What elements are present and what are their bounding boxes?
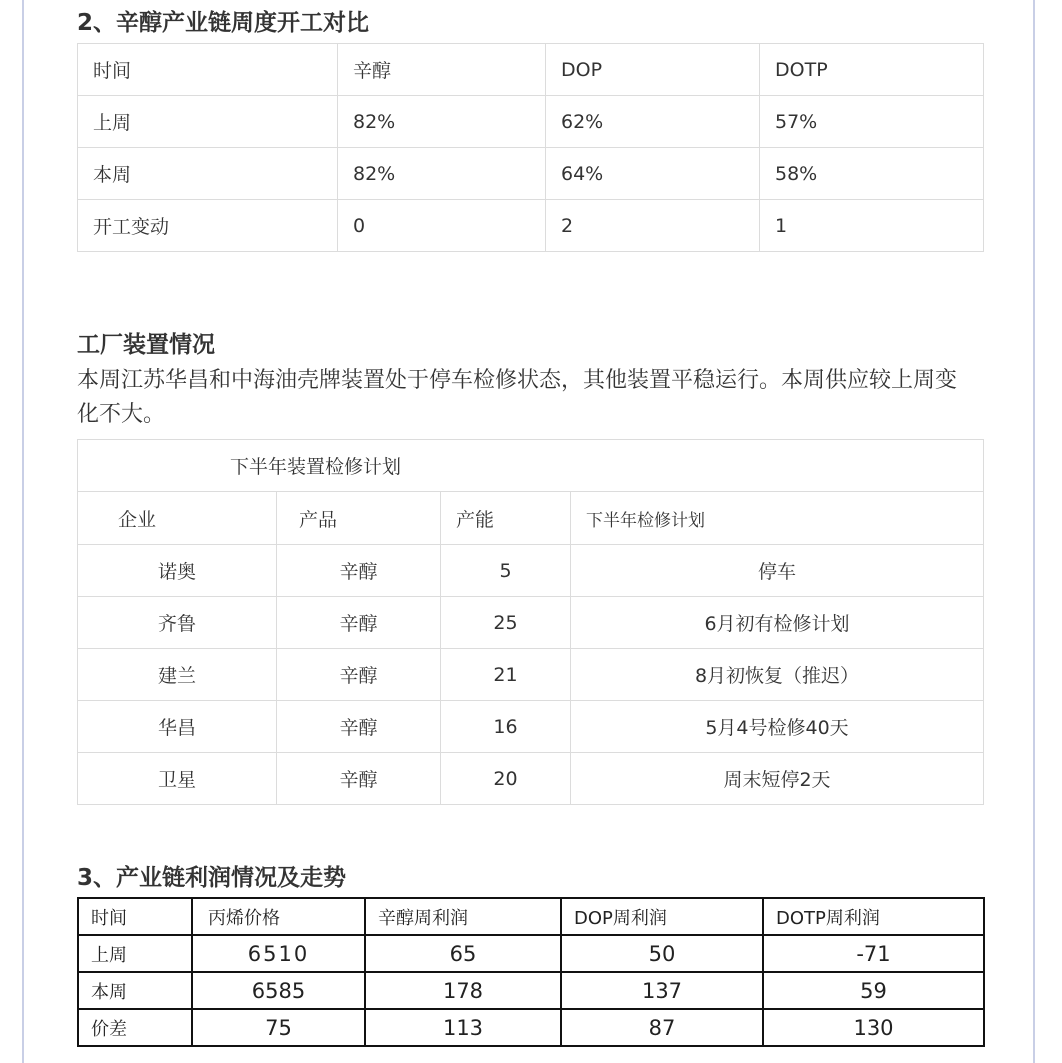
table-cell: 5 xyxy=(441,545,571,597)
table-cell: 82% xyxy=(338,148,546,200)
table-row xyxy=(78,935,984,972)
table-cell: 卫星 xyxy=(78,753,277,805)
table-cell: 周末短停2天 xyxy=(571,753,984,805)
table-cell: 上周 xyxy=(78,935,192,972)
header-cell: 下半年检修计划 xyxy=(571,492,984,545)
table-row xyxy=(78,898,984,935)
table-cell: 华昌 xyxy=(78,701,277,753)
table-cell: 6月初有检修计划 xyxy=(571,597,984,649)
table-cell: 75 xyxy=(192,1009,365,1046)
table-row xyxy=(78,1009,984,1046)
header-cell: 时间 xyxy=(78,898,192,935)
section3-title: 3、产业链利润情况及走势 xyxy=(77,865,347,891)
table-cell: 辛醇 xyxy=(277,649,441,701)
table-cell: -71 xyxy=(763,935,984,972)
table-cell: 178 xyxy=(365,972,561,1009)
table-cell: 停车 xyxy=(571,545,984,597)
table-cell: 20 xyxy=(441,753,571,805)
table-cell: 辛醇 xyxy=(277,753,441,805)
header-cell: 时间 xyxy=(78,44,338,96)
header-cell: 辛醇周利润 xyxy=(365,898,561,935)
table-cell: 6510 xyxy=(192,935,365,972)
left-border-rail xyxy=(22,0,24,1063)
table-row xyxy=(78,492,984,545)
table-row xyxy=(78,753,984,805)
table-cell: 137 xyxy=(561,972,763,1009)
header-cell: 产能 xyxy=(441,492,571,545)
table-cell: 16 xyxy=(441,701,571,753)
table-cell: 130 xyxy=(763,1009,984,1046)
header-cell: DOTP周利润 xyxy=(763,898,984,935)
factory-paragraph: 本周江苏华昌和中海油壳牌装置处于停车检修状态，其他装置平稳运行。本周供应较上周变化不大。 xyxy=(77,368,958,427)
table-cell: 上周 xyxy=(78,96,338,148)
table-row xyxy=(78,649,984,701)
table-cell: 57% xyxy=(760,96,984,148)
table-cell: 25 xyxy=(441,597,571,649)
table-cell: 64% xyxy=(546,148,760,200)
table-cell: 6585 xyxy=(192,972,365,1009)
header-cell: 丙烯价格 xyxy=(192,898,365,935)
table-row xyxy=(78,440,984,492)
table-cell: 价差 xyxy=(78,1009,192,1046)
table-cell: 58% xyxy=(760,148,984,200)
table-row xyxy=(78,44,984,96)
table-row xyxy=(78,701,984,753)
operating-rate-table xyxy=(77,43,984,252)
table-cell: 辛醇 xyxy=(277,597,441,649)
section2-title: 2、辛醇产业链周度开工对比 xyxy=(77,10,370,36)
table-cell: 50 xyxy=(561,935,763,972)
header-cell: 企业 xyxy=(78,492,277,545)
table-cell: 建兰 xyxy=(78,649,277,701)
header-cell: DOP xyxy=(546,44,760,96)
table-cell: 本周 xyxy=(78,972,192,1009)
table-cell: 1 xyxy=(760,200,984,252)
header-cell: DOTP xyxy=(760,44,984,96)
table-row xyxy=(78,148,984,200)
header-cell: 产品 xyxy=(277,492,441,545)
table-cell: 齐鲁 xyxy=(78,597,277,649)
table-row xyxy=(78,972,984,1009)
table-cell: 21 xyxy=(441,649,571,701)
table-cell: 82% xyxy=(338,96,546,148)
right-border-rail xyxy=(1033,0,1035,1063)
table-cell: 诺奥 xyxy=(78,545,277,597)
header-cell: DOP周利润 xyxy=(561,898,763,935)
plan-caption: 下半年装置检修计划 xyxy=(78,440,984,492)
table-cell: 113 xyxy=(365,1009,561,1046)
table-cell: 87 xyxy=(561,1009,763,1046)
table-cell: 62% xyxy=(546,96,760,148)
table-row xyxy=(78,96,984,148)
table-cell: 本周 xyxy=(78,148,338,200)
table-cell: 5月4号检修40天 xyxy=(571,701,984,753)
table-cell: 0 xyxy=(338,200,546,252)
table-cell: 辛醇 xyxy=(277,545,441,597)
table-row xyxy=(78,200,984,252)
table-cell: 辛醇 xyxy=(277,701,441,753)
header-cell: 辛醇 xyxy=(338,44,546,96)
table-cell: 59 xyxy=(763,972,984,1009)
profit-table xyxy=(77,897,985,1047)
table-cell: 8月初恢复（推迟） xyxy=(571,649,984,701)
table-cell: 65 xyxy=(365,935,561,972)
table-row xyxy=(78,545,984,597)
table-row xyxy=(78,597,984,649)
table-cell: 开工变动 xyxy=(78,200,338,252)
table-cell: 2 xyxy=(546,200,760,252)
factory-title: 工厂装置情况 xyxy=(77,332,215,358)
maintenance-plan-table xyxy=(77,439,984,805)
